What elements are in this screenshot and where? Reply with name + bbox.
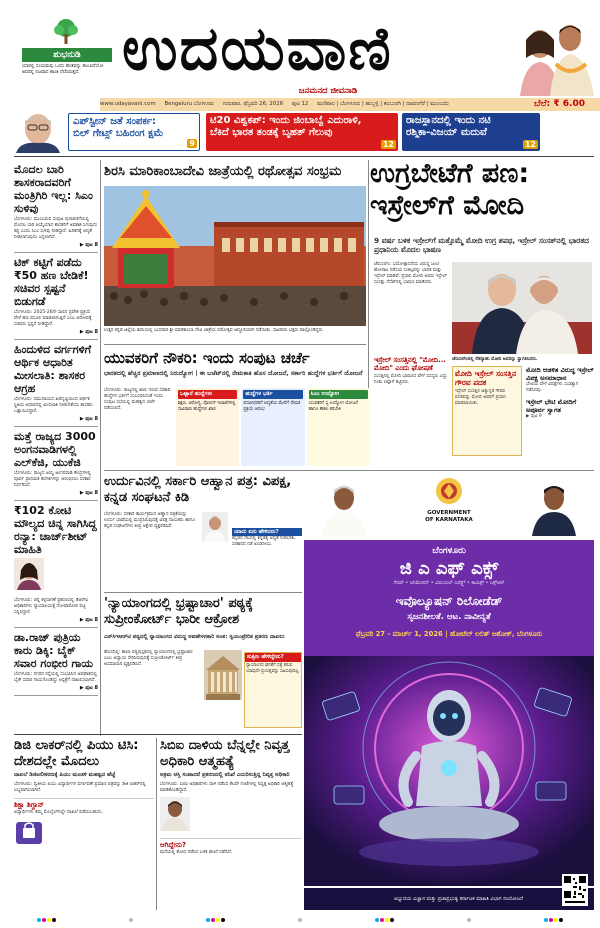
tree-icon <box>52 18 80 44</box>
modi-parliament-story[interactable]: ಇಸ್ರೇಲ್ ಸಂಸತ್ತಿನಲ್ಲಿ "ಮೋದಿ... ಮೋದಿ" ಎಂದು ಘೋಷಣೆ ಸಂಸತ್ತಿನಲ್ಲಿ ಮೋದಿ ಭಾಷಣದ ವೇಳೆ ಸದಸ್ಯರು ಎದ್ದು ನಿಂತು ಚಪ್ಪಾಳೆ ತಟ್ಟಿದರು. <box>374 356 448 385</box>
page-tag: 12 <box>524 140 536 149</box>
ad-theme: ಇವೊಲ್ಯೂಷನ್ ರಿಲೋಡೆಡ್ <box>395 594 503 608</box>
shubhanudi-text: ಯಾರಲ್ಲಿ ಸಂಯಮವು ಒಂದು ಹಂತವನ್ನು ತಲುಪಿದೆಯೋ ಅವರಲ್ಲಿ ನಿಜವಾದ ಶಾಂತಿ ನೆಲೆಸಿರುತ್ತದೆ. <box>22 64 104 75</box>
karnataka-emblem-icon <box>434 476 464 506</box>
jobs-headline[interactable]: ಯುವಕರಿಗೆ ನೌಕರಿ: ಇಂದು ಸಂಪುಟ ಚರ್ಚೆ <box>104 349 310 367</box>
jobs-subheadline: ಭಾರತದಲ್ಲಿ ಹೆಚ್ಚಿನ ಪ್ರಮಾಣದಲ್ಲಿ ನಿರುದ್ಯೋಗ | ಈ ಬಜೆಟ್‌ನಲ್ಲಿ ನೇಮಕಾತಿ ಹೊಸ ಯೋಜನೆ, ಸರ್ಕಾರಿ ಹುದ್ದೆಗಳ ಭರ್ತಿಗೆ ಯೋಜನೆ <box>104 370 363 377</box>
rathotsava-photo <box>104 186 366 326</box>
digilocker-logo-icon <box>14 820 44 848</box>
price: ಬೆಲೆ: ₹ 6.00 <box>533 99 585 109</box>
shubhanudi-label: ಶುಭನುಡಿ <box>22 48 112 62</box>
digilocker-box: ಶಿಕ್ಷಾ ಶಿಗ್ದಾನ್ ವಿದ್ಯಾರ್ಥಿಗಳು ತಮ್ಮ ಮೊಬೈಲ್‌ನಲ್ಲೇ ದಾಖಲೆ ಪಡೆಯಬಹುದು. <box>14 798 154 816</box>
modi-caption: ಜೆರುಸಲೇಂನಲ್ಲಿ ನೆತನ್ಯಾಹು ಮೋದಿ ಅವರನ್ನು ಸ್ವಾಗತಿಸಿದರು. <box>452 357 538 362</box>
digilocker-story[interactable]: ಡಿಜಿ ಲಾಕರ್‌ನಲ್ಲಿ ಪಿಯು ಟಿಸಿ: ದೇಶದಲ್ಲೇ ಮೊದಲು ದಾಖಲೆ ಡಿಜಿಟಲೀಕರಣಕ್ಕೆ ಪಿಯು ಮಂಡಳಿ ಮಹತ್ವದ ಹೆಜ್ಜೆ ಬೆಂಗಳೂರು: ದ್ವಿತೀಯ ಪಿಯು ವಿದ್ಯಾರ್ಥಿಗಳ ವರ್ಗಾವಣೆ ಪ್ರಮಾಣ ಪತ್ರವನ್ನು ಡಿಜಿ ಲಾಕರ್‌ನಲ್ಲಿ ಲಭ್ಯವಾಗಿಸಲಾಗಿದೆ. ಶಿಕ್ಷಾ ಶಿಗ್ದಾನ್ ವಿದ್ಯಾರ್ಥಿಗಳು ತಮ್ಮ ಮೊಬೈಲ್‌ನಲ್ಲೇ ದಾಖಲೆ ಪಡೆಯಬಹುದು. <box>14 738 154 852</box>
shubhanudi-box <box>22 14 112 96</box>
jobs-body: ಬೆಂಗಳೂರು: ರಾಜ್ಯದಲ್ಲಿ ಖಾಲಿ ಇರುವ ಸರಕಾರಿ ಹುದ್ದೆಗಳ ಭರ್ತಿಗೆ ಸಂಬಂಧಿಸಿದಂತೆ ಇಂದು ಸಂಪುಟ ಸಭೆಯಲ್ಲಿ ಮಹತ್ವದ ಚರ್ಚೆ ನಡೆಯಲಿದೆ. <box>104 388 171 411</box>
promo-epstein[interactable]: ಎಪ್‌ಸ್ಟೀನ್ ಜತೆ ಸಂಪರ್ಕ: ಬಿಲ್ ಗೇಟ್ಸ್ ಬಹಿರಂಗ ಕ್ಷಮೆ 9 <box>68 113 200 151</box>
promo-wedding[interactable]: ರಾಜಸ್ಥಾನದಲ್ಲಿ ಇಂದು ನಟಿ ರಶ್ಮಿಕಾ-ವಿಜಯ್ ಮದುವೆ 12 <box>402 113 540 151</box>
date: ಗುರುವಾರ, ಫೆಬ್ರವರಿ 26, 2026 <box>222 101 284 107</box>
divider <box>100 160 101 736</box>
leader-photo <box>202 512 228 542</box>
divider <box>104 592 302 593</box>
fact-box: ಹುದ್ದೆಗಳ ಭರ್ತಿ ಪದವೀಧರರಿಗೆ ಆದ್ಯತೆಯ ಮೇರೆಗೆ ನೇಮಕ ಪ್ರಕ್ರಿಯೆ ಆರಂಭ <box>241 388 304 466</box>
news-brief[interactable]: ಮತ್ತೆ ರಾಜ್ಯದ 3000 ಅಂಗನವಾಡಿಗಳಲ್ಲಿ ಎಲ್‌ಕೆಜಿ, ಯುಕೆಜಿ ಬೆಂಗಳೂರು: ರಾಜ್ಯದ ಆಯ್ದ ಅಂಗನವಾಡಿ ಕೇಂದ್ರಗಳಲ್ಲಿ ಪೂರ್ವ ಪ್ರಾಥಮಿಕ ತರಗತಿಗಳನ್ನು ಆರಂಭಿಸಲು ಸರಕಾರ ನಿರ್ಧರಿಸಿದೆ. ▶ ಪುಟ 8 <box>14 427 98 501</box>
modi-body: ಜೆರುಸಲೇಂ: ಭಯೋತ್ಪಾದನೆಯ ವಿರುದ್ಧ ಜಂಟಿ ಹೋರಾಟ ನಡೆಸುವ ಸಂಕಲ್ಪವನ್ನು ಭಾರತ ಮತ್ತು ಇಸ್ರೇಲ್ ಮಾಡಿವೆ. ಪ್ರಧಾನಿ ಮೋದಿ ಅವರು ಇಸ್ರೇಲ್ ಸಂಸತ್ತು ನೆಸೆಟ್‌ನಲ್ಲಿ ಭಾಷಣ ಮಾಡಿದರು. <box>374 262 447 285</box>
supreme-court-body: ಹೊಸದಿಲ್ಲಿ: ಶಾಲಾ ಪಠ್ಯಪುಸ್ತಕದಲ್ಲಿ ನ್ಯಾಯಾಂಗದಲ್ಲಿ ಭ್ರಷ್ಟಾಚಾರ ಎಂಬ ಅಧ್ಯಾಯ ಸೇರಿಸಿರುವುದಕ್ಕೆ ಸುಪ್ರೀಂಕೋರ್ಟ್ ತೀವ್ರ ಅಸಮಾಧಾನ ವ್ಯಕ್ತಪಡಿಸಿದೆ. <box>104 650 193 667</box>
fact-box: ಸಿಎಂ ಉದ್ಯೋಗ ಯುವಕರಿಗೆ ಸ್ವ ಉದ್ಯೋಗ ಯೋಜನೆ ಹಾಗೂ ಕೌಶಲ ತರಬೇತಿ <box>307 388 370 466</box>
website-url[interactable]: www.udayavani.com <box>100 101 156 107</box>
officer-photo <box>160 797 190 831</box>
page-tag: 9 <box>189 139 195 148</box>
news-brief[interactable]: ಮೊದಲ ಬಾರಿ ಶಾಸಕರಾದವರಿಗೆ ಮಂತ್ರಿಗಿರಿ ಇಲ್ಲ: ಸಿಎಂ ಸುಳಿವು ಬೆಂಗಳೂರು: ಮುಂಬರುವ ಸಂಪುಟ ಪುನಾರಚನೆಯಲ್ಲಿ ಮೊದಲ ಬಾರಿ ಆಯ್ಕೆಯಾದ ಶಾಸಕರಿಗೆ ಅವಕಾಶ ಸಿಗುವುದು ಕಷ್ಟ ಎಂದು ಸಿಎಂ ಸುಳಿವು ನೀಡಿದ್ದಾರೆ. ಹಿರಿತನಕ್ಕೆ ಆದ್ಯತೆ ನೀಡಲಾಗುವುದು ಎನ್ನಲಾಗಿದೆ. ▶ ಪುಟ 8 <box>14 160 98 253</box>
page-tag: 12 <box>382 140 394 149</box>
promo-t20[interactable]: ಟಿ20 ವಿಶ್ವಕಪ್: ಇಂದು ಜಿಂಬಾಬ್ವೆ ಎದುರಾಳಿ, ಬೆಕಿದೆ ಭಾರತ ತಂಡಕ್ಕೆ ಬೃಹತ್ ಗೆಲುವು 12 <box>206 113 398 151</box>
divider <box>14 156 594 157</box>
urdu-body: ಬೆಂಗಳೂರು: ಸರಕಾರಿ ಕಾರ್ಯಕ್ರಮದ ಆಹ್ವಾನ ಪತ್ರಿಕೆಯನ್ನು ಉರ್ದು ಭಾಷೆಯಲ್ಲಿ ಮುದ್ರಿಸಿರುವುದಕ್ಕೆ ವಿಪಕ್ಷ ನಾಯಕರು ಹಾಗೂ ಕನ್ನಡ ಸಂಘಟನೆಗಳು ತೀವ್ರ ಆಕ್ಷೇಪ ವ್ಯಕ್ತಪಡಿಸಿವೆ. <box>104 512 196 529</box>
promo-strip <box>0 111 600 153</box>
news-brief[interactable]: ₹102 ಕೋಟಿ ಮೌಲ್ಯದ ಚಿನ್ನ ಸಾಗಿಸಿದ್ದ ರನ್ಯಾ: ಚಾರ್ಜ್‌ಶೀಟ್ ಮಾಹಿತಿ ಬೆಂಗಳೂರು: ಚಿನ್ನ ಕಳ್ಳಸಾಗಣೆ ಪ್ರಕರಣದಲ್ಲಿ ಡಿಆರ್‌ಐ ಅಧಿಕಾರಿಗಳು ನ್ಯಾಯಾಲಯಕ್ಕೆ ದೋಷಾರೋಪ ಪಟ್ಟಿ ಸಲ್ಲಿಸಿದ್ದಾರೆ. ▶ ಪುಟ 8 <box>14 501 98 628</box>
supreme-court-box: ಸುಪ್ರೀಂ ಹೇಳಿದ್ದೇನು? ನ್ಯಾಯಾಂಗದ ಘನತೆಗೆ ಧಕ್ಕೆ ತರುವ ಯಾವುದೇ ಪ್ರಯತ್ನವನ್ನು ಸಹಿಸುವುದಿಲ್ಲ. <box>244 652 302 728</box>
ad-footer: ಅಭ್ಯುದಯ ವಿಜ್ಞಾನ ಮತ್ತು ಪ್ರಜಾಪ್ರಭುತ್ವ ಕರ್ನಾಟಕ ಮಾಹಿತಿ ವಿಭಾಗ ಸಂಯೋಜನೆ <box>304 888 594 910</box>
gafx-advertisement[interactable] <box>304 474 594 910</box>
cbi-story[interactable]: ಸಿಬಿಐ ದಾಳಿಯ ಬೆನ್ನಲ್ಲೇ ನಿವೃತ್ತ ಅಧಿಕಾರಿ ಆತ್ಮಹತ್ಯೆ ಅಕ್ರಮ ಆಸ್ತಿ ಸಂಪಾದನೆ ಪ್ರಕರಣದಲ್ಲಿ ತನಿಖೆ ಎದುರಿಸುತ್ತಿದ್ದ ನಿವೃತ್ತ ಅಧಿಕಾರಿ ಬೆಂಗಳೂರು: ಸಿಬಿಐ ಅಧಿಕಾರಿಗಳು ದಾಳಿ ನಡೆಸಿದ ಕೆಲವೇ ಗಂಟೆಗಳಲ್ಲಿ ನಿವೃತ್ತ ಅಧಿಕಾರಿ ಆತ್ಮಹತ್ಯೆ ಮಾಡಿಕೊಂಡಿದ್ದಾರೆ. ಆಗಿದ್ದೇನು? ಮನೆಯಲ್ಲಿ ಶೋಧ ನಡೆಸಿದ ಬಳಿಕ ಘಟನೆ ನಡೆದಿದೆ. <box>160 738 302 856</box>
supreme-court-headline[interactable]: 'ನ್ಯಾಯಾಂಗದಲ್ಲಿ ಭ್ರಷ್ಟಾಚಾರ' ಪಠ್ಯಕ್ಕೆ ಸುಪ್ರೀಂಕೋರ್ಟ್ ಭಾರೀ ಆಕ್ರೋಶ <box>104 596 253 627</box>
newspaper-logo[interactable]: ಉದಯವಾಣಿ <box>122 14 393 84</box>
bill-gates-photo <box>10 111 66 153</box>
divider <box>104 344 366 345</box>
cbi-box: ಆಗಿದ್ದೇನು? ಮನೆಯಲ್ಲಿ ಶೋಧ ನಡೆಸಿದ ಬಳಿಕ ಘಟನೆ ನಡೆದಿದೆ. <box>160 838 302 856</box>
ranya-photo <box>14 558 44 590</box>
editions: ಮಣಿಪಾಲ | ಬೆಂಗಳೂರು | ಹುಬ್ಬಳ್ಳಿ | ಕಲಬುರಗಿ | ದಾವಣಗೆರೆ | ಮುಂಬಯಿ <box>317 101 449 107</box>
page-count: ಪುಟ 12 <box>291 101 309 107</box>
ad-header <box>304 474 594 540</box>
ad-event-name: ಜಿ ಎ ಎಫ್ ಎಕ್ಸ್ <box>399 558 499 579</box>
ad-event-subtitle: ಗೇಮ್ • ಅನಿಮೇಷನ್ • ವಿಷುಯಲ್ ಎಫೆಕ್ಟ್ಸ್ • ಕಾಮಿಕ್ಸ್ • ಎಕ್ಸ್‌ಆರ್ <box>393 581 505 586</box>
meditating-robot-illustration <box>304 656 594 886</box>
urdu-quote-box: ಯಾರು ಏನು ಹೇಳಿದರು? ಕನ್ನಡದ ನೆಲದಲ್ಲಿ ಕನ್ನಡಕ್ಕೆ ಆದ್ಯತೆ ನೀಡಬೇಕು. ಸರಕಾರದ ನಡೆ ಖಂಡನೀಯ. <box>232 528 302 590</box>
divider <box>156 738 157 910</box>
tagline: ಜನಮನದ ಜೀವನಾಡಿ <box>298 86 358 96</box>
news-brief[interactable]: ಟಿಕ್ ಕಟ್ಟಿಗೆ ಪಡೆದು ₹50 ಹಣ ಬೇಡಿಕೆ! ಸಚಿವರ ಸ್ಪಷ್ಟನೆ ಬಿಡುಗಡೆ ಬೆಂಗಳೂರು: 2025-26ನೇ ಸಾಲಿನ ಪ್ರವೇಶ ಪ್ರಕ್ರಿಯೆ ವೇಳೆ ಹಣ ವಸೂಲಿ ಮಾಡಲಾಗುತ್ತಿದೆ ಎಂಬ ಆರೋಪಕ್ಕೆ ಸಚಿವರು ಸ್ಪಷ್ಟನೆ ನೀಡಿದ್ದಾರೆ. ▶ ಪುಟ 8 <box>14 253 98 340</box>
news-brief[interactable]: ಹಿಂದುಳಿದ ವರ್ಗಗಳಿಗೆ ಆರ್ಥಿಕ ಆಧಾರಿತ ಮೀಸಲಾತಿ: ಶಾಸಕರ ಆಗ್ರಹ ಬೆಂಗಳೂರು: ಸಮುದಾಯದ ಹಿತದೃಷ್ಟಿಯಿಂದ ಆರ್ಥಿಕ ಸ್ಥಿತಿಯ ಆಧಾರದಲ್ಲಿ ಮೀಸಲಾತಿ ನೀಡಬೇಕೆಂದು ಶಾಸಕರು ಒತ್ತಾಯಿಸಿದ್ದಾರೆ. ▶ ಪುಟ 8 <box>14 340 98 427</box>
rath-caption: ಉತ್ತರ ಕನ್ನಡ ಜಿಲ್ಲೆಯ ಶಿರಸಿಯಲ್ಲಿ ಬುಧವಾರ ಶ್ರೀ ಮಾರಿಕಾಂಬಾ ದೇವಿ ಜಾತ್ರೆಯ ರಥೋತ್ಸವ ಅದ್ದೂರಿಯಾಗಿ ನಡೆಯಿತು. ಸಾವಿರಾರು ಭಕ್ತರು ಪಾಲ್ಗೊಂಡಿದ್ದರು. <box>104 328 324 333</box>
modi-headline[interactable]: ಉಗ್ರಬೇಟೆಗೆ ಪಣ: ಇಸ್ರೇಲ್‌ಗೆ ಮೋದಿ <box>370 158 530 221</box>
divider <box>104 470 594 471</box>
supreme-court-photo <box>204 650 242 700</box>
fact-box: ಒಟ್ಟಾರೆ ಹುದ್ದೆಗಳು ಶಿಕ್ಷಣ, ಆರೋಗ್ಯ, ಪೊಲೀಸ್ ಇಲಾಖೆಗಳಲ್ಲಿ ಸಾವಿರಾರು ಹುದ್ದೆಗಳು ಖಾಲಿ <box>176 388 239 466</box>
minister-photo <box>528 480 580 536</box>
side-item[interactable]: ಇಸ್ರೇಲ್ ಭೇಟಿ ಮೋದಿಗೆ ಅಪೂರ್ವ ಸ್ವಾಗತ ▶ ಪುಟ 9 <box>526 398 577 419</box>
ad-city: ಬೆಂಗಳೂರು <box>432 546 466 556</box>
news-brief[interactable]: ಡಾ.ರಾಜ್ ಪುತ್ರಿಯ ಕಾರು ಡಿಕ್ಕಿ: ಬೈಕ್ ಸವಾರ ಗಂಭೀರ ಗಾಯ ಬೆಂಗಳೂರು: ನಗರದ ರಸ್ತೆಯಲ್ಲಿ ಸಂಭವಿಸಿದ ಅಪಘಾತದಲ್ಲಿ ಬೈಕ್ ಸವಾರ ಗಾಯಗೊಂಡಿದ್ದು ಆಸ್ಪತ್ರೆಗೆ ದಾಖಲಿಸಲಾಗಿದೆ. ▶ ಪುಟ 8 <box>14 628 98 696</box>
qr-code-icon[interactable] <box>562 874 588 906</box>
modi-subheadline: 9 ವರ್ಷ ಬಳಿಕ ಇಸ್ರೇಲ್‌ಗೆ ಮತ್ತೊಮ್ಮೆ ಮೋದಿ ಉಗ್ರ ಶಪಥ, ಇಸ್ರೇಲ್ ಸಂಸತ್‌ನಲ್ಲಿ ಭಾರತದ ಪ್ರಧಾನಿಯ ಮೊದಲ ಭಾಷಣ <box>374 236 589 254</box>
government-label: GOVERNMENT OF KARNATAKA <box>425 510 473 523</box>
rath-headline[interactable]: ಶಿರಸಿ ಮಾರಿಕಾಂಬಾದೇವಿ ಜಾತ್ರೆಯಲ್ಲಿ ರಥೋತ್ಸವ ಸಂಭ್ರಮ <box>104 160 364 184</box>
modi-honour-box[interactable]: ಮೋದಿ ಇಸ್ರೇಲ್ ಸಂಸತ್ತಿನ ಗೌರವ ಪದಕ ಇಸ್ರೇಲ್ ಸಂಸತ್ತಿನ ಅತ್ಯುನ್ನತ ಗೌರವ ಪದಕವನ್ನು ಮೋದಿ ಅವರಿಗೆ ಪ್ರದಾನ ಮಾಡಲಾಯಿತು. <box>452 366 522 456</box>
ad-dates: ಫೆಬ್ರವರಿ 27 - ಮಾರ್ಚ್ 1, 2026 | ಹೋಟೆಲ್ ಲಲಿತ್ ಅಶೋಕ್, ಬೆಂಗಳೂರು <box>355 630 543 638</box>
couple-photo <box>510 18 598 96</box>
supreme-court-subheadline: ಎನ್‌ಸಿಇಆರ್‌ಟಿ ಪಠ್ಯದಲ್ಲಿ ನ್ಯಾಯಾಂಗದ ವಿರುದ್ಧ ಅವಹೇಳನಕಾರಿ ಅಂಶ: ಸ್ವಯಂಪ್ರೇರಿತ ಪ್ರಕರಣ ದಾಖಲು <box>104 634 285 640</box>
ad-tagline: ಸೃಜನಶೀಲತೆ. ಆಟ. ನಾವೀನ್ಯತೆ <box>407 612 491 622</box>
masthead <box>0 0 600 98</box>
divider <box>14 734 302 735</box>
cm-photo <box>318 480 370 536</box>
jobs-fact-boxes <box>176 388 370 466</box>
modi-netanyahu-photo <box>452 262 592 354</box>
side-item[interactable]: ಮೋದಿ ಆಡಳಿತ ವಿರುದ್ಧ ಇಸ್ರೇಲ್ ವಿಪಕ್ಷ ಅಸಮಾಧಾನ ಭೇಟಿಯ ವೇಳೆ ವಿಪಕ್ಷಗಳು ಸಭಾತ್ಯಾಗ ನಡೆಸಿದವು. <box>526 366 594 393</box>
dateline-bar <box>100 98 600 111</box>
city: Bengaluru ಬೆಂಗಳೂರು <box>164 101 214 107</box>
print-registration-marks <box>0 912 600 928</box>
modi-side-column <box>526 366 594 456</box>
urdu-headline[interactable]: ಉರ್ದುವಿನಲ್ಲಿ ಸರ್ಕಾರಿ ಆಹ್ವಾನ ಪತ್ರ: ವಿಪಕ್ಷ, ಕನ್ನಡ ಸಂಘಟನೆ ಕಿಡಿ <box>104 474 292 505</box>
